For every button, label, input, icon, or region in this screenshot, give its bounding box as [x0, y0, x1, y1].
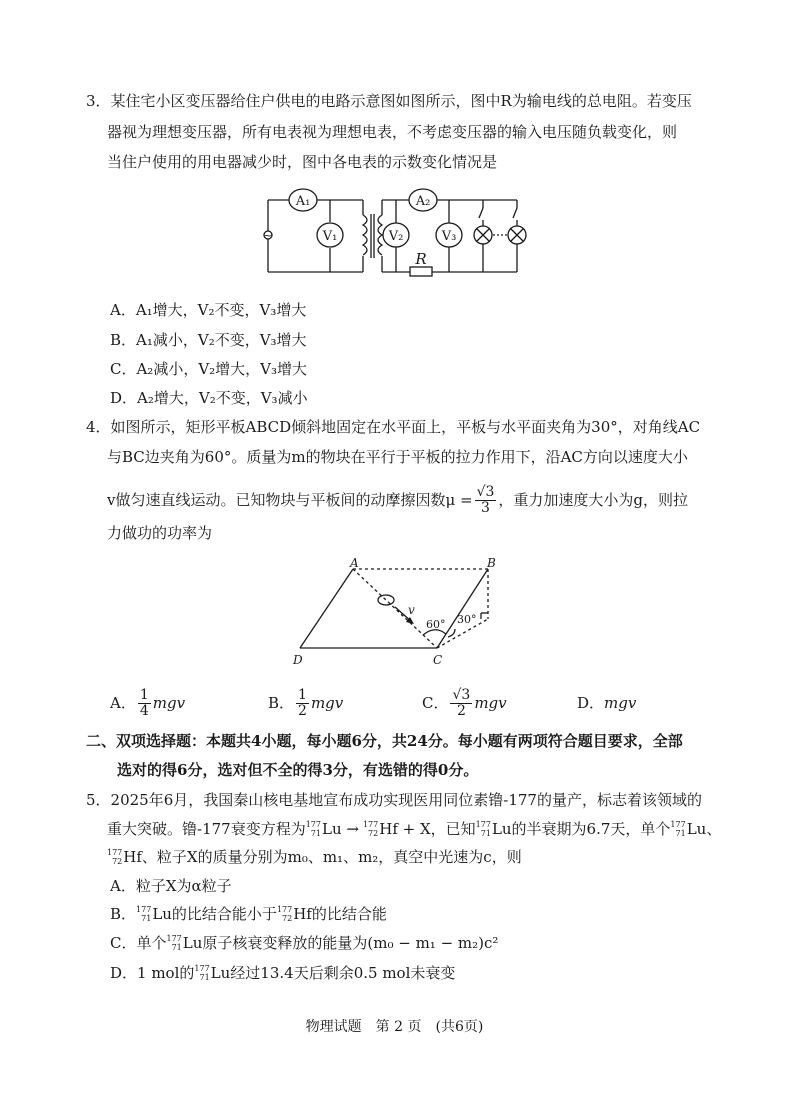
q3-option-c: C．A₂减小，V₂增大，V₃增大 [110, 360, 308, 378]
section-2-heading-cont: 选对的得6分，选对但不全的得3分，有选错的得0分。 [117, 761, 479, 779]
q3-line-2: 器视为理想变压器，所有电表视为理想电表，不考虑变压器的输入电压随负载变化，则 [107, 123, 678, 141]
block-object [378, 595, 394, 605]
lu-nuclide: 177 71 Lu → [305, 820, 359, 838]
q4-option-c: C． $\frac{√3}{2}$ mgv [422, 686, 507, 719]
point-d-label: D [293, 653, 303, 667]
point-b-label: B [487, 556, 496, 570]
ac-source-label: ~ [263, 229, 273, 242]
q5-option-a: A．粒子X为α粒子 [110, 877, 232, 895]
v1-label: V₁ [322, 229, 338, 244]
q3-option-b: B．A₁减小，V₂不变，V₃增大 [110, 331, 307, 349]
v3-label: V₃ [441, 229, 457, 244]
a1-label: A₁ [295, 194, 311, 209]
q3-option-d: D．A₂增大，V₂不变，V₃减小 [110, 389, 308, 407]
q5-line-1: 5．2025年6月，我国秦山核电基地宣布成功实现医用同位素镥-177的量产，标志着该领域的 [86, 791, 702, 809]
q4-option-a: A． $\frac{1}{4}$ mgv [110, 686, 186, 719]
resistor-r [410, 267, 432, 276]
point-a-label: A [350, 556, 359, 570]
v2-label: V₂ [388, 229, 404, 244]
velocity-label: v [408, 603, 415, 617]
hf-nuclide: 177 72 Hf + X，已知 [362, 820, 476, 838]
page-footer: 物理试题 第 2 页 (共6页) [305, 1019, 484, 1035]
q3-option-a: A．A₁增大，V₂不变，V₃增大 [110, 301, 307, 319]
angle-30-label: 30° [457, 613, 477, 626]
q5-line-3: 177 72 Hf、粒子X的质量分别为m₀、m₁、m₂，真空中光速为c，则 [107, 848, 522, 866]
q5-option-d: D．1 mol的 177 71 Lu经过13.4天后剩余0.5 mol未衰变 [110, 964, 456, 982]
q4-line-3-start: v做匀速直线运动。已知物块与平板间的动摩擦因数μ = [107, 491, 473, 509]
q5-option-c: C．单个 177 71 Lu原子核衰变释放的能量为(m₀ − m₁ − m₂)c² [110, 934, 499, 952]
r-label: R [415, 250, 427, 268]
q4-line-3 [107, 482, 688, 518]
q5-option-b: B． 177 71 Lu的比结合能小于 177 72 Hf的比结合能 [110, 905, 387, 923]
point-c-label: C [433, 653, 443, 667]
q4-line-1: 4．如图所示，矩形平板ABCD倾斜地固定在水平面上，平板与水平面夹角为30°，对角线AC [86, 418, 701, 436]
mu-fraction: $\frac{√3}{3}$ [476, 483, 495, 516]
q5-line-2: 重大突破。镥-177衰变方程为 177 71 Lu → 177 72 Hf + X，已知 177 71 Lu的半衰期为6.7天，单个 177 71 Lu、 [107, 820, 722, 838]
a2-label: A₂ [415, 194, 431, 209]
q3-line-3: 当住户使用的用电器减少时，图中各电表的示数变化情况是 [107, 153, 498, 171]
transformer-circuit-diagram [255, 180, 545, 280]
inclined-plate-diagram [285, 555, 505, 670]
angle-60-label: 60° [426, 618, 446, 631]
q4-line-4: 力做功的功率为 [107, 524, 213, 542]
q4-line-3-end: ，重力加速度大小为g，则拉 [498, 491, 688, 509]
q4-option-b: B． $\frac{1}{2}$ mgv [268, 686, 344, 719]
q3-line-1: 3．某住宅小区变压器给住户供电的电路示意图如图所示，图中R为输电线的总电阻。若变压 [86, 92, 692, 110]
q4-line-2: 与BC边夹角为60°。质量为m的物块在平行于平板的拉力作用下，沿AC方向以速度大小 [107, 448, 688, 466]
section-2-heading: 二、双项选择题：本题共4小题，每小题6分，共24分。每小题有两项符合题目要求，全部 [86, 732, 683, 750]
q4-option-d: D． mgv [577, 694, 637, 712]
